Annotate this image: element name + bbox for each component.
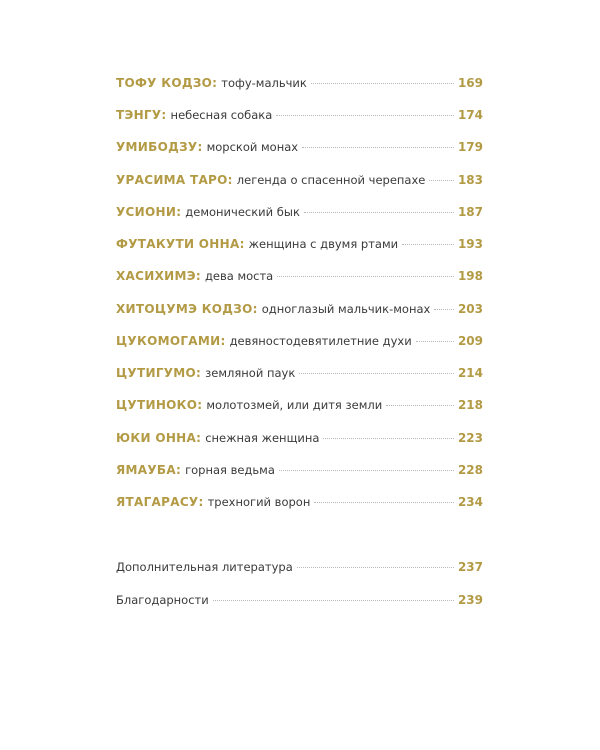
dot-leader xyxy=(311,82,454,84)
entry-name: ТЭНГУ: xyxy=(116,108,167,122)
dot-leader xyxy=(279,469,454,471)
dot-leader xyxy=(402,243,454,245)
dot-leader xyxy=(434,308,454,310)
entry-description: легенда о спасенной черепахе xyxy=(236,173,426,187)
entry-label: Дополнительная литература xyxy=(116,560,293,574)
entry-description: снежная женщина xyxy=(205,431,320,445)
toc-entry[interactable] xyxy=(116,460,483,480)
toc-entry[interactable] xyxy=(116,137,483,157)
dot-leader xyxy=(297,566,454,568)
dot-leader xyxy=(429,179,454,181)
dot-leader xyxy=(213,599,454,601)
entry-name: ФУТАКУТИ ОННА: xyxy=(116,237,245,251)
entry-description: тофу-мальчик xyxy=(221,76,307,90)
toc-entry[interactable] xyxy=(116,266,483,286)
entry-name: ЦУТИНОКО: xyxy=(116,398,203,412)
entry-name: ЯМАУБА: xyxy=(116,463,182,477)
entry-description: трехногий ворон xyxy=(207,495,311,509)
toc-entry[interactable] xyxy=(116,202,483,222)
dot-leader xyxy=(302,146,454,148)
entry-page-number: 169 xyxy=(457,76,483,90)
entry-page-number: 187 xyxy=(457,205,483,219)
entry-description: девяностодевятилетние духи xyxy=(229,334,412,348)
toc-entry[interactable] xyxy=(116,105,483,125)
toc-entry[interactable] xyxy=(116,234,483,254)
entry-page-number: 214 xyxy=(457,366,483,380)
entry-name: ЦУТИГУМО: xyxy=(116,366,202,380)
dot-leader xyxy=(276,114,454,116)
entry-name: ЮКИ ОННА: xyxy=(116,431,202,445)
entry-page-number: 203 xyxy=(457,302,483,316)
toc-entry-acknowledgments[interactable] xyxy=(116,590,483,610)
entry-name: ХИТОЦУМЭ КОДЗО: xyxy=(116,302,258,316)
entry-description: молотозмей, или дитя земли xyxy=(206,398,383,412)
entry-description: небесная собака xyxy=(170,108,273,122)
entry-page-number: 179 xyxy=(457,140,483,154)
entry-description: морской монах xyxy=(206,140,299,154)
dot-leader xyxy=(277,275,454,277)
dot-leader xyxy=(299,372,454,374)
entry-description: женщина с двумя ртами xyxy=(248,237,399,251)
entry-page-number: 174 xyxy=(457,108,483,122)
entry-name: УМИБОДЗУ: xyxy=(116,140,203,154)
toc-entry-bibliography[interactable] xyxy=(116,557,483,577)
entry-page-number: 239 xyxy=(457,593,483,607)
entry-description: дева моста xyxy=(204,269,274,283)
entry-name: ХАСИХИМЭ: xyxy=(116,269,201,283)
entry-description: демонический бык xyxy=(185,205,300,219)
entry-name: УСИОНИ: xyxy=(116,205,182,219)
entry-name: ЯТАГАРАСУ: xyxy=(116,495,204,509)
toc-entry[interactable] xyxy=(116,428,483,448)
entry-page-number: 193 xyxy=(457,237,483,251)
toc-entry[interactable] xyxy=(116,492,483,512)
toc-entry[interactable] xyxy=(116,73,483,93)
toc-entry[interactable] xyxy=(116,331,483,351)
entry-label: Благодарности xyxy=(116,593,209,607)
toc-entry[interactable] xyxy=(116,395,483,415)
entry-name: ЦУКОМОГАМИ: xyxy=(116,334,226,348)
entry-name: ТОФУ КОДЗО: xyxy=(116,76,218,90)
entry-page-number: 209 xyxy=(457,334,483,348)
entry-page-number: 237 xyxy=(457,560,483,574)
entry-page-number: 234 xyxy=(457,495,483,509)
dot-leader xyxy=(323,437,453,439)
dot-leader xyxy=(314,501,454,503)
toc-entry[interactable] xyxy=(116,363,483,383)
entry-name: УРАСИМА ТАРО: xyxy=(116,173,233,187)
dot-leader xyxy=(416,340,454,342)
entry-description: земляной паук xyxy=(205,366,296,380)
dot-leader xyxy=(386,404,454,406)
toc-entry[interactable] xyxy=(116,299,483,319)
entry-page-number: 223 xyxy=(457,431,483,445)
entry-description: горная ведьма xyxy=(185,463,275,477)
entry-page-number: 198 xyxy=(457,269,483,283)
entry-page-number: 218 xyxy=(457,398,483,412)
dot-leader xyxy=(304,211,454,213)
entry-page-number: 183 xyxy=(457,173,483,187)
entry-page-number: 228 xyxy=(457,463,483,477)
entry-description: одноглазый мальчик-монах xyxy=(261,302,431,316)
toc-entry[interactable] xyxy=(116,170,483,190)
